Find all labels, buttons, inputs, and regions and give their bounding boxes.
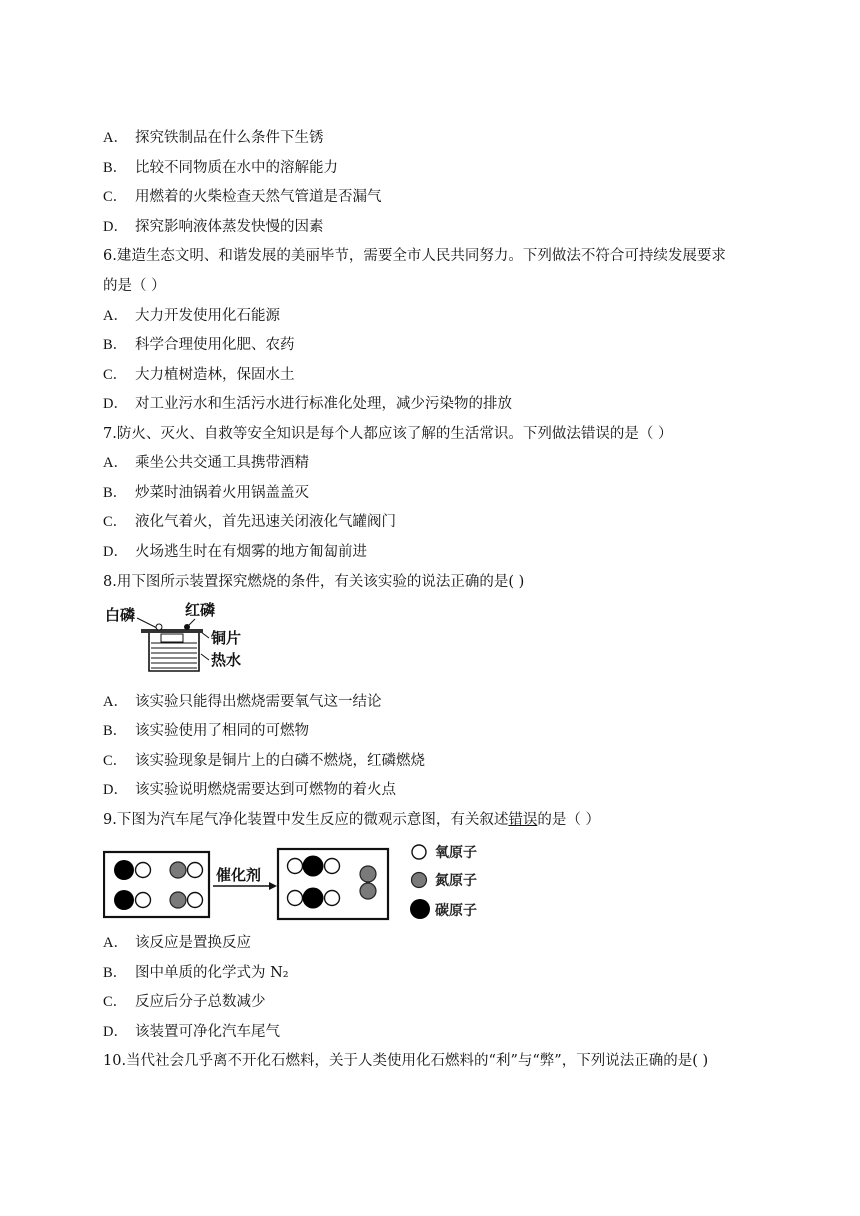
- q8-option-a: A． 该实验只能得出燃烧需要氧气这一结论: [103, 694, 382, 710]
- hot-water-lines: [151, 643, 197, 668]
- q8-stem: 8.用下图所示装置探究燃烧的条件，有关该实验的说法正确的是( ): [103, 574, 525, 590]
- white-phosphorus-leader: [137, 618, 157, 628]
- combustion-apparatus-figure: [103, 598, 253, 674]
- q9-option-a: A． 该反应是置换反应: [103, 935, 251, 951]
- carbon-atom-label: 碳原子: [435, 903, 477, 919]
- reaction-arrowhead: [269, 882, 277, 890]
- underwater-white-phosphorus: [161, 634, 183, 642]
- q5-option-d: D． 探究影响液体蒸发快慢的因素: [103, 219, 324, 235]
- q6-option-b: B． 科学合理使用化肥、农药: [103, 337, 295, 353]
- q7-option-c: C． 液化气着火，首先迅速关闭液化气罐阀门: [103, 514, 396, 530]
- product-n2-molecule: [360, 866, 376, 899]
- q6-option-c: C． 大力植树造林，保固水土: [103, 367, 295, 383]
- white-phosphorus-sample: [156, 624, 162, 630]
- copper-sheet-label: 铜片: [211, 629, 242, 647]
- white-phosphorus-label: 白磷: [105, 606, 136, 624]
- q9-underlined-word: 错误: [508, 812, 538, 828]
- q8-option-b: B． 该实验使用了相同的可燃物: [103, 723, 309, 739]
- nitrogen-atom-label: 氮原子: [435, 873, 477, 889]
- atom-legend: [410, 844, 477, 919]
- q6-option-d: D． 对工业污水和生活污水进行标准化处理，减少污染物的排放: [103, 396, 512, 412]
- carbon-atom-symbol: [410, 899, 430, 919]
- q7-option-a: A． 乘坐公共交通工具携带酒精: [103, 455, 309, 471]
- q8-option-d: D． 该实验说明燃烧需要达到可燃物的着火点: [103, 782, 396, 798]
- oxygen-atom-symbol: [412, 845, 426, 859]
- hot-water-leader: [201, 654, 209, 660]
- oxygen-atom-label: 氧原子: [435, 845, 477, 861]
- q8-option-c: C． 该实验现象是铜片上的白磷不燃烧，红磷燃烧: [103, 753, 425, 769]
- q5-option-c: C． 用燃着的火柴检查天然气管道是否漏气: [103, 189, 382, 205]
- exhaust-reaction-figure: [103, 838, 498, 928]
- q6-option-a: A． 大力开发使用化石能源: [103, 308, 280, 324]
- reactant-no-molecules: [170, 862, 203, 908]
- q9-option-d: D． 该装置可净化汽车尾气: [103, 1024, 280, 1040]
- q7-option-d: D． 火场逃生时在有烟雾的地方匍匐前进: [103, 544, 367, 560]
- red-phosphorus-sample: [184, 624, 190, 630]
- q9-option-b: B． 图中单质的化学式为 N₂: [103, 965, 289, 981]
- nitrogen-atom-symbol: [412, 873, 427, 888]
- product-co2-molecules: [288, 856, 340, 909]
- q6-stem-line2: 的是（ ）: [103, 278, 166, 294]
- q7-stem: 7.防火、灭火、自救等安全知识是每个人都应该了解的生活常识。下列做法错误的是（ ）: [103, 426, 673, 442]
- q5-option-a: A． 探究铁制品在什么条件下生锈: [103, 130, 324, 146]
- q9-option-c: C． 反应后分子总数减少: [103, 994, 266, 1010]
- copper-sheet: [141, 629, 203, 633]
- reactant-co-molecules: [114, 860, 151, 910]
- beaker: [149, 633, 199, 671]
- red-phosphorus-label: 红磷: [185, 601, 216, 619]
- q5-option-b: B． 比较不同物质在水中的溶解能力: [103, 160, 338, 176]
- hot-water-label: 热水: [211, 651, 242, 669]
- q9-stem: 9.下图为汽车尾气净化装置中发生反应的微观示意图，有关叙述错误的是（ ）: [103, 812, 600, 828]
- q6-stem-line1: 6.建造生态文明、和谐发展的美丽毕节，需要全市人民共同努力。下列做法不符合可持续发展要求: [103, 248, 726, 264]
- q10-stem: 10.当代社会几乎离不开化石燃料，关于人类使用化石燃料的“利”与“弊”，下列说法正确的是( ): [103, 1053, 709, 1069]
- q7-option-b: B． 炒菜时油锅着火用锅盖盖灭: [103, 485, 309, 501]
- catalyst-label: 催化剂: [216, 866, 262, 884]
